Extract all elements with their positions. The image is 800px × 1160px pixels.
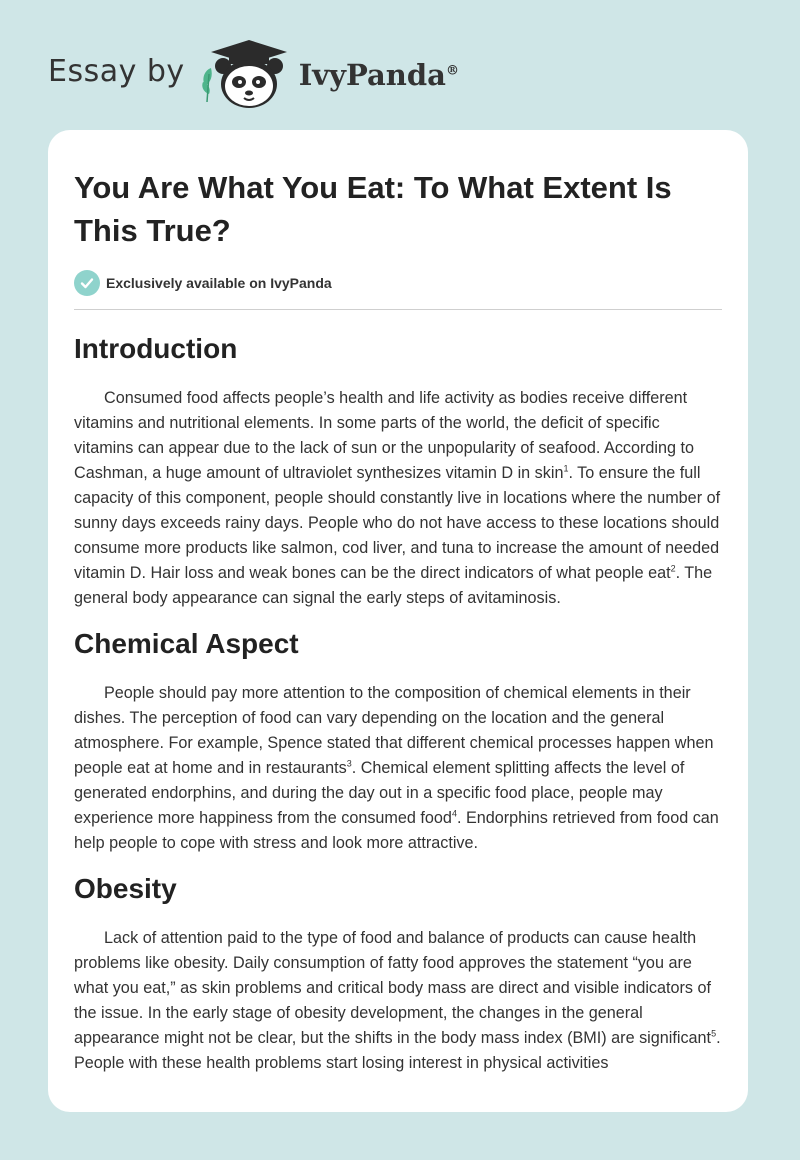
article-card — [48, 130, 748, 1112]
section-introduction — [74, 332, 722, 611]
section-heading: Chemical Aspect — [74, 628, 299, 659]
panda-logo-icon[interactable] — [199, 38, 291, 110]
footnote-ref[interactable]: 2 — [670, 563, 676, 574]
footnote-ref[interactable]: 1 — [563, 463, 569, 474]
section-paragraph: Lack of attention paid to the type of food and balance of products can cause health problems like obesity. Daily consumption of fatty food approves the statement “you are what you eat,” as skin problems and critical body mass are direct and visible indicators of the issue. In the early stage of obesity development, the changes in the general appearance might not be clear, but the shifts in the body mass index (BMI) are significant$^5$. People with these health problems start losing interest in physical activities — [74, 929, 721, 1072]
footnote-ref[interactable]: 4 — [451, 808, 457, 819]
exclusive-badge-label: Exclusively available on IvyPanda — [106, 275, 332, 291]
site-header — [48, 34, 508, 114]
article-title: You Are What You Eat: To What Extent Is This True? — [74, 170, 672, 248]
footnote-ref[interactable]: 3 — [346, 758, 352, 769]
section-paragraph: Consumed food affects people’s health and life activity as bodies receive different vitamins and nutritional elements. In some parts of the world, the deficit of specific vitamins can appear due to the lack of sun or the unpopularity of seafood. According to Cashman, a huge amount of ultraviolet synthesizes vitamin D in skin$^1$. To ensure the full capacity of this component, people should constantly live in locations where the number of sunny days exceeds rainy days. People who do not have access to these locations should consume more products like salmon, cod liver, and tuna to increase the amount of needed vitamin D. Hair loss and weak bones can be the direct indicators of what people eat$^2$. The general body appearance can signal the early steps of avitaminosis. — [74, 389, 721, 607]
section-heading: Introduction — [74, 333, 238, 364]
exclusive-badge — [74, 270, 722, 296]
check-circle-icon — [74, 270, 100, 296]
section-chemical-aspect — [74, 627, 722, 856]
section-obesity — [74, 872, 722, 1076]
registered-mark: ® — [445, 63, 459, 79]
footnote-ref[interactable]: 5 — [711, 1028, 717, 1039]
brand-name[interactable]: IvyPanda® — [298, 58, 459, 92]
title-divider — [74, 309, 722, 310]
section-paragraph: People should pay more attention to the composition of chemical elements in their dishes. The perception of food can vary depending on the location and the general atmosphere. For example, Spence stated that different chemical processes happen when people eat at home and in restaurants$^3$. Chemical element splitting affects the level of generated endorphins, and during the day out in a specific food place, people may experience more happiness from the consumed food$^4$. Endorphins retrieved from food can help people to cope with stress and look more attractive. — [74, 684, 719, 852]
essay-by-label: Essay by — [48, 53, 185, 89]
section-heading: Obesity — [74, 873, 177, 904]
